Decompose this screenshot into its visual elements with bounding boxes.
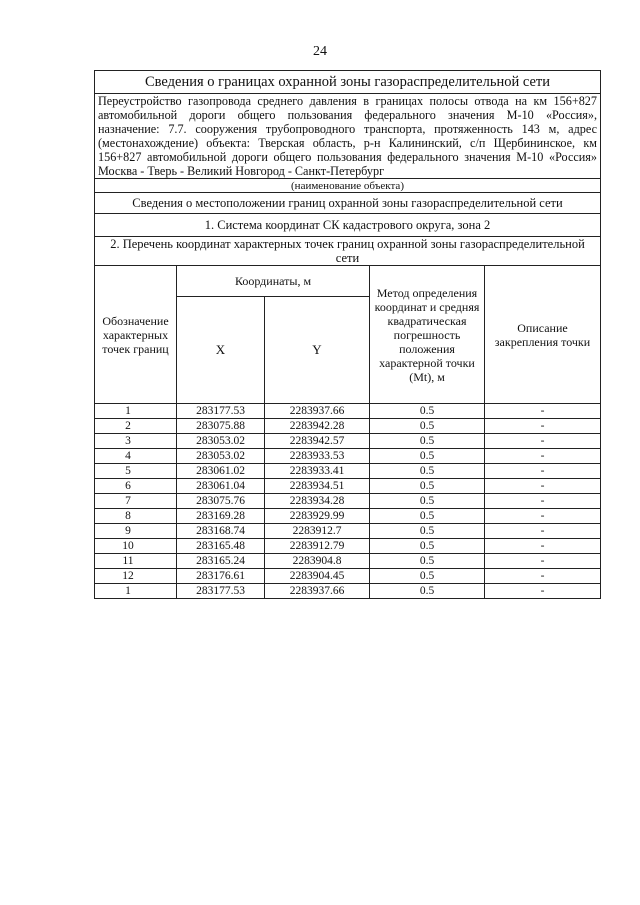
header-method: Метод определения координат и средняя квадратическая погрешность положения характерной точки (Mt), м [370, 266, 485, 404]
point-number: 11 [95, 554, 177, 569]
points-list-title: 2. Перечень координат характерных точек границ охранной зоны газораспределительной сети [95, 237, 601, 266]
point-number: 8 [95, 509, 177, 524]
x-coordinate: 283053.02 [177, 434, 265, 449]
table-row [95, 404, 601, 419]
fixing-description: - [485, 479, 601, 494]
y-coordinate: 2283934.51 [265, 479, 370, 494]
fixing-description: - [485, 494, 601, 509]
table-row [95, 419, 601, 434]
header-coordinates: Координаты, м [177, 266, 370, 297]
x-coordinate: 283075.76 [177, 494, 265, 509]
point-number: 2 [95, 419, 177, 434]
point-number: 1 [95, 404, 177, 419]
location-section-heading: Сведения о местоположении границ охранной зоны газораспределительной сети [95, 193, 601, 214]
x-coordinate: 283177.53 [177, 584, 265, 599]
x-coordinate: 283177.53 [177, 404, 265, 419]
table-row [95, 554, 601, 569]
x-coordinate: 283061.04 [177, 479, 265, 494]
fixing-description: - [485, 539, 601, 554]
point-number: 7 [95, 494, 177, 509]
y-coordinate: 2283904.45 [265, 569, 370, 584]
point-number: 6 [95, 479, 177, 494]
table-row [95, 509, 601, 524]
x-coordinate: 283176.61 [177, 569, 265, 584]
fixing-description: - [485, 524, 601, 539]
document-title: Сведения о границах охранной зоны газораспределительной сети [95, 71, 601, 94]
accuracy-value: 0.5 [370, 524, 485, 539]
x-coordinate: 283061.02 [177, 464, 265, 479]
fixing-description: - [485, 449, 601, 464]
y-coordinate: 2283904.8 [265, 554, 370, 569]
y-coordinate: 2283929.99 [265, 509, 370, 524]
accuracy-value: 0.5 [370, 539, 485, 554]
y-coordinate: 2283933.53 [265, 449, 370, 464]
point-number: 4 [95, 449, 177, 464]
fixing-description: - [485, 404, 601, 419]
fixing-description: - [485, 464, 601, 479]
coordinate-system: 1. Система координат СК кадастрового округа, зона 2 [95, 214, 601, 237]
y-coordinate: 2283937.66 [265, 404, 370, 419]
accuracy-value: 0.5 [370, 584, 485, 599]
table-row [95, 464, 601, 479]
table-row [95, 569, 601, 584]
accuracy-value: 0.5 [370, 479, 485, 494]
table-row [95, 539, 601, 554]
table-row [95, 449, 601, 464]
header-description: Описание закрепления точки [485, 266, 601, 404]
fixing-description: - [485, 434, 601, 449]
x-coordinate: 283165.24 [177, 554, 265, 569]
accuracy-value: 0.5 [370, 464, 485, 479]
fixing-description: - [485, 509, 601, 524]
accuracy-value: 0.5 [370, 509, 485, 524]
fixing-description: - [485, 419, 601, 434]
fixing-description: - [485, 554, 601, 569]
fixing-description: - [485, 569, 601, 584]
table-row [95, 479, 601, 494]
header-point: Обозначение характерных точек границ [95, 266, 177, 404]
table-row [95, 494, 601, 509]
x-coordinate: 283168.74 [177, 524, 265, 539]
table-row [95, 584, 601, 599]
x-coordinate: 283075.88 [177, 419, 265, 434]
y-coordinate: 2283942.28 [265, 419, 370, 434]
object-caption: (наименование объекта) [95, 179, 601, 193]
fixing-description: - [485, 584, 601, 599]
point-number: 3 [95, 434, 177, 449]
point-number: 10 [95, 539, 177, 554]
accuracy-value: 0.5 [370, 554, 485, 569]
y-coordinate: 2283937.66 [265, 584, 370, 599]
point-number: 9 [95, 524, 177, 539]
x-coordinate: 283053.02 [177, 449, 265, 464]
accuracy-value: 0.5 [370, 419, 485, 434]
boundary-table [94, 70, 601, 599]
accuracy-value: 0.5 [370, 404, 485, 419]
table-row [95, 434, 601, 449]
y-coordinate: 2283912.7 [265, 524, 370, 539]
accuracy-value: 0.5 [370, 494, 485, 509]
point-number: 12 [95, 569, 177, 584]
accuracy-value: 0.5 [370, 434, 485, 449]
accuracy-value: 0.5 [370, 449, 485, 464]
point-number: 1 [95, 584, 177, 599]
accuracy-value: 0.5 [370, 569, 485, 584]
x-coordinate: 283165.48 [177, 539, 265, 554]
page-number: 24 [313, 44, 327, 59]
object-description: Переустройство газопровода среднего давления в границах полосы отвода на км 156+827 автомобильной дороги общего пользования федерального значения М-10 «Россия», назначение: 7.7. сооружения трубопроводного транспорта, протяженность 143 м, адрес (местонахождение) объекта: Тверская область, р-н Калининский, с/п Щербининское, км 156+827 автомобильной дороги общего пользования федерального значения М-10 «Россия» Москва - Тверь - Великий Новгород - Санкт-Петербург [95, 94, 601, 179]
y-coordinate: 2283942.57 [265, 434, 370, 449]
point-number: 5 [95, 464, 177, 479]
header-x: X [177, 297, 265, 404]
header-y: Y [265, 297, 370, 404]
y-coordinate: 2283933.41 [265, 464, 370, 479]
y-coordinate: 2283934.28 [265, 494, 370, 509]
table-row [95, 524, 601, 539]
y-coordinate: 2283912.79 [265, 539, 370, 554]
x-coordinate: 283169.28 [177, 509, 265, 524]
